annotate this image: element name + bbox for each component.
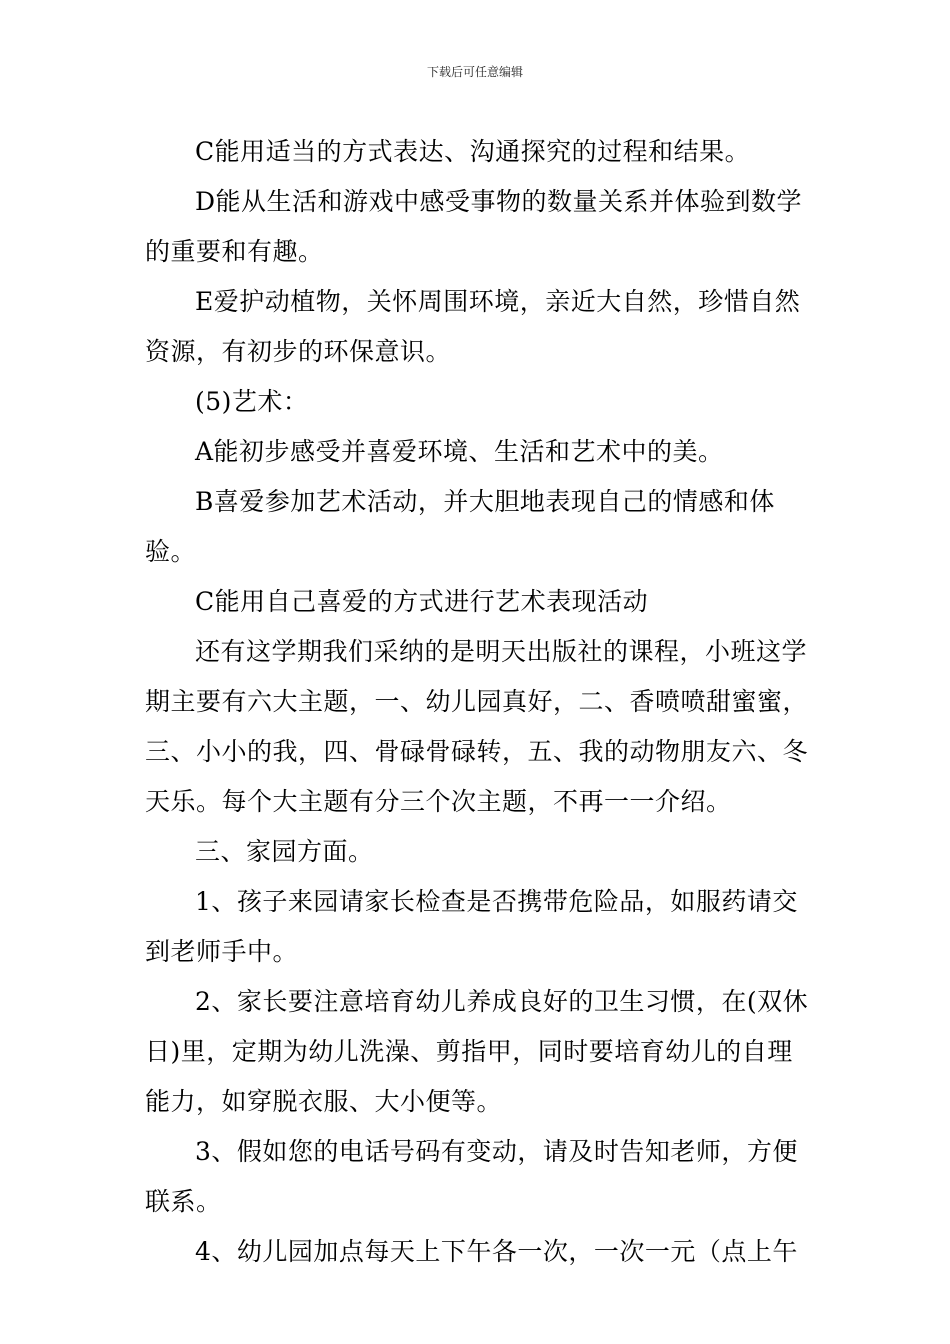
page-header: 下载后可任意编辑 [426,65,523,79]
paragraph-home-1: 1、孩子来园请家长检查是否携带危险品，如服药请交到老师手中。 [145,887,798,966]
paragraph-home-2: 2、家长要注意培育幼儿养成良好的卫生习惯，在(双休日)里，定期为幼儿洗澡、剪指甲，同时要培育幼儿的自理能力，如穿脱衣服、大小便等。 [145,987,809,1116]
paragraph-science-d: D能从生活和游戏中感受事物的数量关系并体验到数学的重要和有趣。 [145,187,803,266]
paragraph-science-c: C能用适当的方式表达、沟通探究的过程和结果。 [195,137,751,166]
paragraph-art-b: B喜爱参加艺术活动，并大胆地表现自己的情感和体验。 [145,487,775,566]
paragraph-art-a: A能初步感受并喜爱环境、生活和艺术中的美。 [195,437,724,466]
paragraph-home-3: 3、假如您的电话号码有变动，请及时告知老师，方便联系。 [145,1137,798,1216]
paragraph-home-4: 4、幼儿园加点每天上下午各一次，一次一元（点上午 [195,1237,798,1266]
section-heading-art: (5)艺术： [195,387,309,416]
section-heading-home-school: 三、家园方面。 [195,837,374,866]
document-body [145,127,813,1277]
paragraph-art-c: C能用自己喜爱的方式进行艺术表现活动 [195,587,649,616]
paragraph-curriculum: 还有这学期我们采纳的是明天出版社的课程，小班这学期主要有六大主题，一、幼儿园真好，二、香喷喷甜蜜蜜，三、小小的我，四、骨碌骨碌转，五、我的动物朋友六、冬天乐。每个大主题有分三个次主题，不再一一介绍。 [145,637,809,816]
paragraph-science-e: E爱护动植物，关怀周围环境，亲近大自然，珍惜自然资源，有初步的环保意识。 [145,287,801,366]
